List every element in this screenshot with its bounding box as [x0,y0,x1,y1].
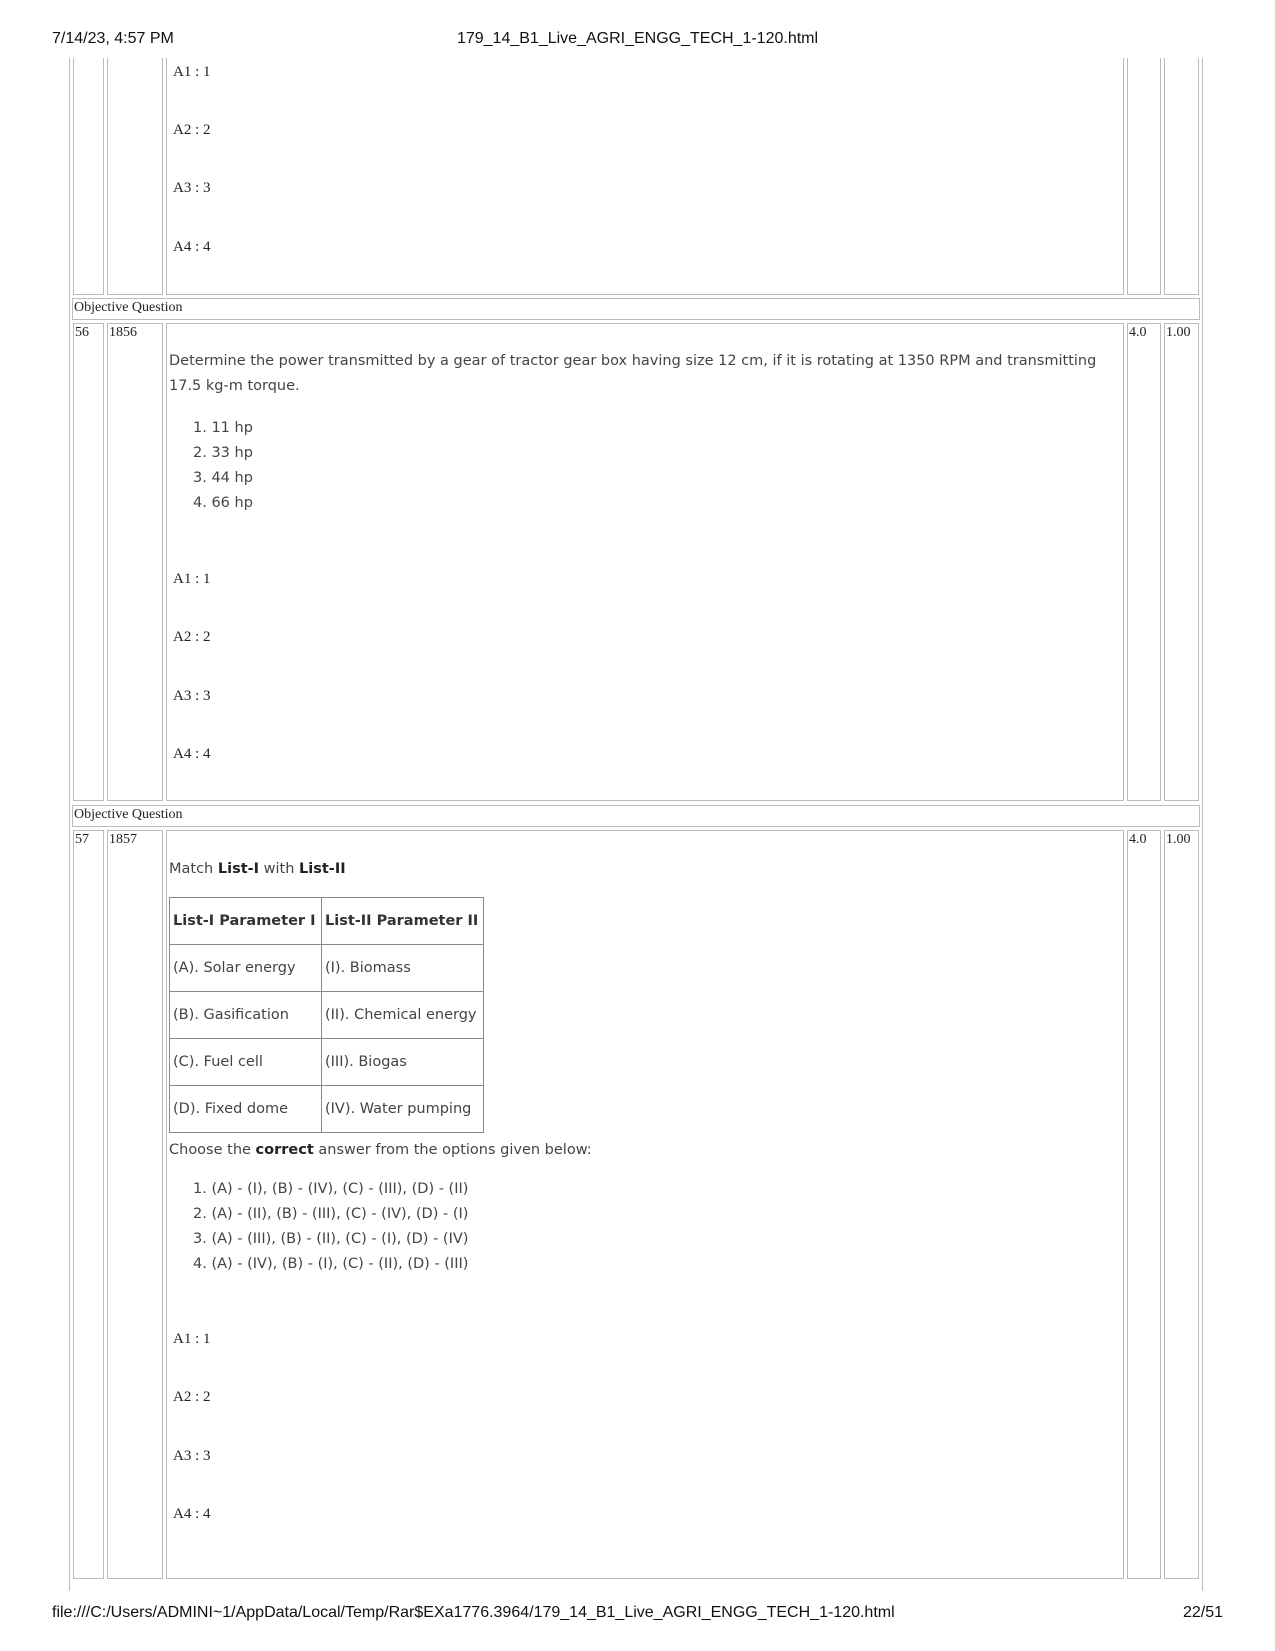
q56-answer-1: A1 : 1 [173,571,211,587]
q57-option-3: 3. (A) - (III), (B) - (II), (C) - (I), (D) - (IV) [193,1231,469,1247]
q57-marks: 4.0 [1129,832,1147,847]
outer-right-border [1202,58,1203,296]
q56-qid-cell [107,323,163,801]
q56-qid: 1856 [109,325,137,340]
q57-marks-cell [1127,830,1161,1579]
q56-neg-cell [1164,323,1199,801]
q57-intro-mid: with [259,861,300,877]
table-cell: (A). Solar energy [170,945,322,992]
table-cell: (I). Biomass [322,945,484,992]
q57-intro-prefix: Match [169,861,218,877]
table-cell: (D). Fixed dome [170,1086,322,1133]
q57-table-header-1: List-I Parameter I [170,898,322,945]
q57-match-table [169,897,484,1133]
q56-type-row [72,298,1200,320]
table-cell: (II). Chemical energy [322,992,484,1039]
q56-sno-cell [73,323,104,801]
print-doc-title: 179_14_B1_Live_AGRI_ENGG_TECH_1-120.html [456,30,819,47]
table-cell: (B). Gasification [170,992,322,1039]
q57-options [193,1177,468,1277]
print-page-number: 22/51 [1182,1604,1223,1621]
table-row [170,992,484,1039]
q56-sno: 56 [75,325,89,340]
q56-answer-4: A4 : 4 [173,746,211,762]
q57-sno: 57 [75,832,89,847]
q56-outer-left [69,296,70,803]
q57-option-4: 4. (A) - (IV), (B) - (I), (C) - (II), (D) - (III) [193,1256,469,1272]
prev-answer-4: A4 : 4 [173,239,211,255]
q57-type-row [72,805,1200,827]
q57-intro-list2: List-II [299,861,346,877]
q57-answer-2: A2 : 2 [173,1389,211,1405]
q57-answer-3: A3 : 3 [173,1448,211,1464]
table-cell: (IV). Water pumping [322,1086,484,1133]
q56-question-text [169,349,1119,399]
q57-type-label: Objective Question [74,807,183,822]
q56-outer-right [1202,296,1203,803]
q57-intro-list1: List-I [217,861,260,877]
q56-answer-2: A2 : 2 [173,629,211,645]
q56-options [193,416,253,516]
q57-option-2: 2. (A) - (II), (B) - (III), (C) - (IV), (D) - (I) [193,1206,469,1222]
q57-table-header-row [170,898,484,945]
table-cell: (C). Fuel cell [170,1039,322,1086]
q57-outer-right [1202,803,1203,1591]
prev-answer-1: A1 : 1 [173,64,211,80]
table-cell: (III). Biogas [322,1039,484,1086]
print-header [52,30,1223,52]
q56-option-2: 2. 33 hp [193,445,253,461]
q57-option-1: 1. (A) - (I), (B) - (IV), (C) - (III), (D) - (II) [193,1181,469,1197]
q57-qid-cell [107,830,163,1579]
q56-question-line1: Determine the power transmitted by a gear of tractor gear box having size 12 cm, if it is rotating at 1350 RPM and transmitting [169,353,1097,369]
q56-option-4: 4. 66 hp [193,495,253,511]
q57-choose-bold: correct [255,1142,314,1158]
q57-qid: 1857 [109,832,137,847]
q57-intro [169,857,346,882]
prev-qid-cell [107,58,163,295]
q56-marks-cell [1127,323,1161,801]
prev-sno-cell [73,58,104,295]
prev-neg-cell [1164,58,1199,295]
prev-content-cell [166,58,1124,295]
q57-answer-1: A1 : 1 [173,1331,211,1347]
q57-table-header-2: List-II Parameter II [322,898,484,945]
q56-question-line2: 17.5 kg-m torque. [169,378,300,394]
outer-left-border [69,58,70,296]
q56-option-3: 3. 44 hp [193,470,253,486]
prev-answer-3: A3 : 3 [173,180,211,196]
q57-choose-prefix: Choose the [169,1142,256,1158]
q56-neg: 1.00 [1166,325,1191,340]
prev-answer-2: A2 : 2 [173,122,211,138]
q56-answer-3: A3 : 3 [173,688,211,704]
q56-option-1: 1. 11 hp [193,420,253,436]
q57-neg: 1.00 [1166,832,1191,847]
print-datetime: 7/14/23, 4:57 PM [52,30,174,47]
q56-type-label: Objective Question [74,300,183,315]
table-row [170,945,484,992]
prev-marks-cell [1127,58,1161,295]
q57-answer-4: A4 : 4 [173,1506,211,1522]
table-row [170,1039,484,1086]
q57-outer-left [69,803,70,1591]
q57-choose-instruction [169,1138,592,1163]
print-footer [52,1604,1223,1626]
q56-marks: 4.0 [1129,325,1147,340]
print-file-path: file:///C:/Users/ADMINI~1/AppData/Local/Temp/Rar$EXa1776.3964/179_14_B1_Live_AGRI_ENGG_TECH_1-120.html [52,1604,895,1621]
table-row [170,1086,484,1133]
q57-neg-cell [1164,830,1199,1579]
q57-sno-cell [73,830,104,1579]
q57-choose-suffix: answer from the options given below: [313,1142,592,1158]
